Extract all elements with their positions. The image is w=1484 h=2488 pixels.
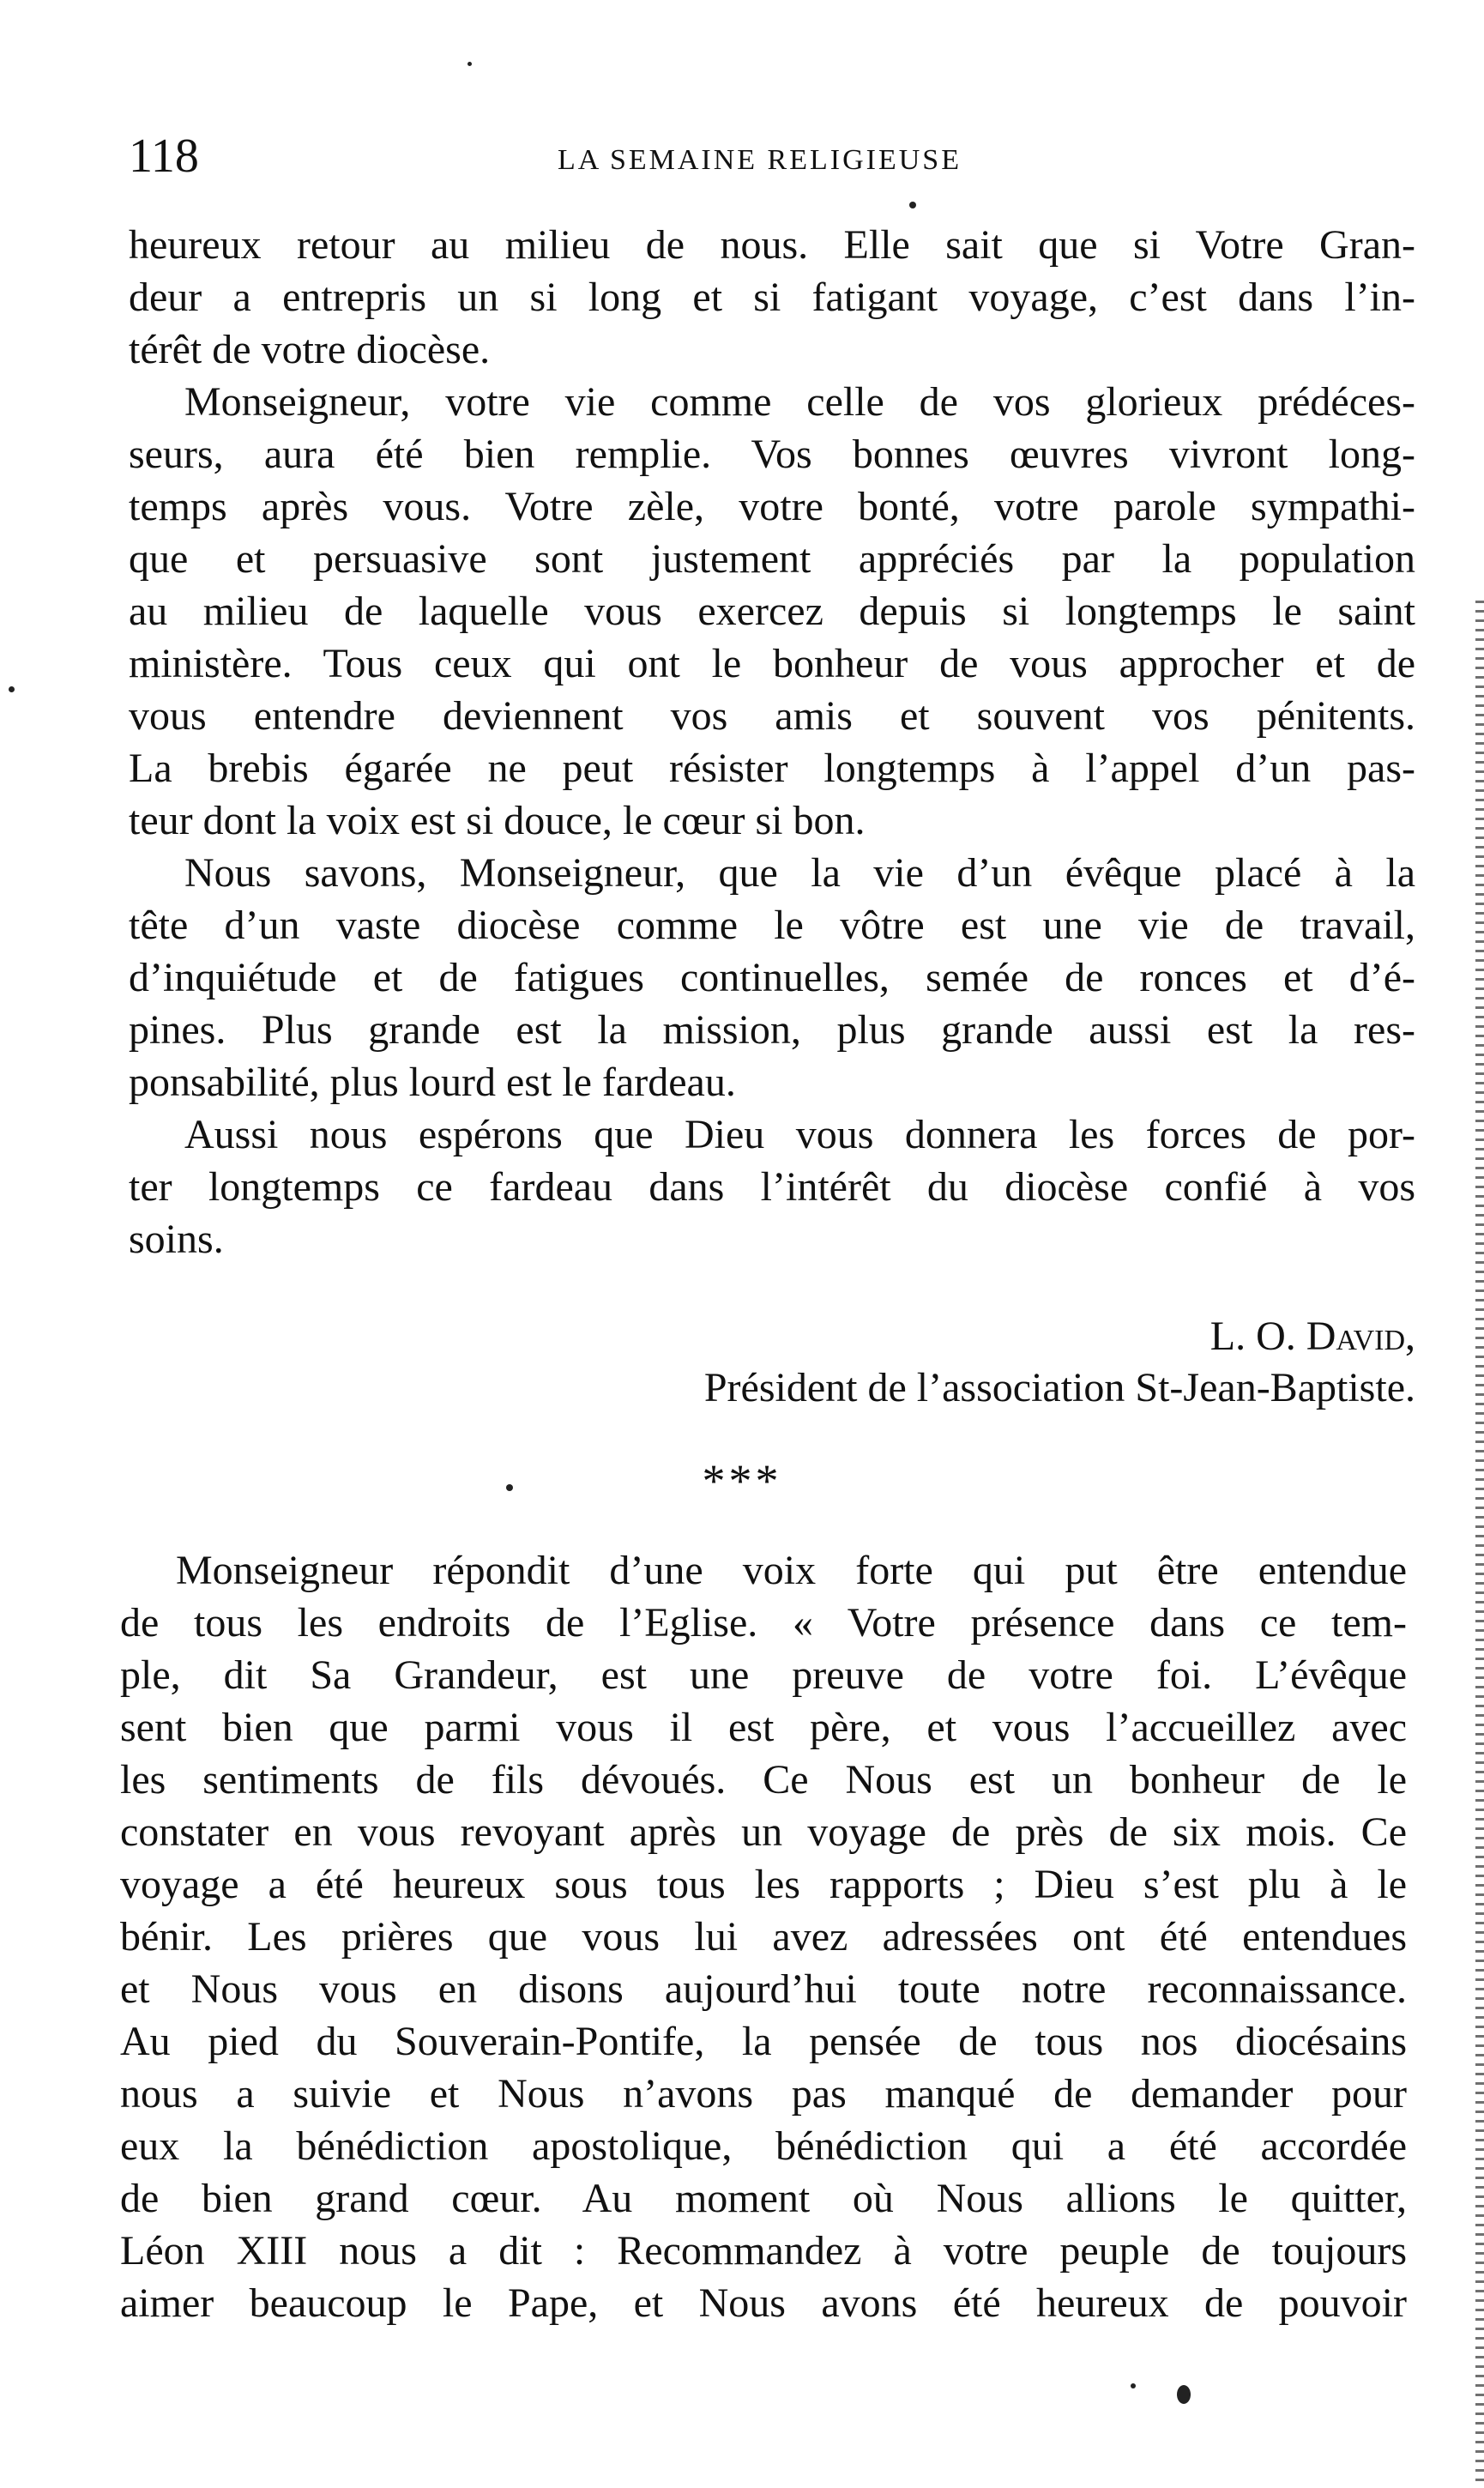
body-text-bottom [120,1544,1407,2329]
text-line: seurs, aura été bien remplie. Vos bonnes œuvres vivront long- [129,432,1415,477]
text-line: que et persuasive sont justement appréciés par la population [129,536,1415,582]
text-line: de bien grand cœur. Au moment où Nous allions le quitter, [120,2176,1407,2221]
text-line: au milieu de laquelle vous exercez depuis si longtemps le saint [129,589,1415,634]
scan-speck [909,202,916,208]
scan-speck [468,62,472,66]
scan-edge-artifact [1475,601,1484,2488]
text-line: d’inquiétude et de fatigues continuelles, semée de ronces et d’é- [129,955,1415,1000]
text-line: soins. [129,1217,224,1262]
text-line: les sentiments de fils dévoués. Ce Nous est un bonheur de le [120,1757,1407,1803]
signature-title: Président de l’association St-Jean-Baptiste. [703,1365,1415,1410]
signature-name: L. O. David, [1210,1313,1415,1359]
text-line: voyage a été heureux sous tous les rapports ; Dieu s’est plu à le [120,1862,1407,1907]
text-line: pines. Plus grande est la mission, plus grande aussi est la res- [129,1007,1415,1053]
text-line: teur dont la voix est si douce, le cœur si bon. [129,798,866,843]
text-line: nous a suivie et Nous n’avons pas manqué de demander pour [120,2071,1407,2117]
text-line: tête d’un vaste diocèse comme le vôtre est une vie de travail, [129,903,1415,948]
page-header [129,129,1415,189]
text-line: La brebis égarée ne peut résister longtemps à l’appel d’un pas- [129,746,1415,791]
scan-speck [1177,2385,1191,2404]
text-line: de tous les endroits de l’Eglise. « Votre présence dans ce tem- [120,1600,1407,1646]
text-line: ministère. Tous ceux qui ont le bonheur de vous approcher et de [129,641,1415,686]
text-line: temps après vous. Votre zèle, votre bonté, votre parole sympathi- [129,484,1415,529]
text-line: Monseigneur répondit d’une voix forte qui put être entendue [176,1548,1407,1593]
text-line: Nous savons, Monseigneur, que la vie d’un évêque placé à la [184,850,1415,896]
scan-speck [506,1484,513,1491]
body-text-top [129,219,1415,1265]
text-line: ple, dit Sa Grandeur, est une preuve de votre foi. L’évêque [120,1652,1407,1698]
text-line: eux la bénédiction apostolique, bénédiction qui a été accordée [120,2123,1407,2169]
text-line: Aussi nous espérons que Dieu vous donnera les forces de por- [184,1112,1415,1157]
running-title: LA SEMAINE RELIGIEUSE [558,144,962,176]
text-line: aimer beaucoup le Pape, et Nous avons été heureux de pouvoir [120,2280,1407,2326]
text-line: Au pied du Souverain-Pontife, la pensée de tous nos diocésains [120,2019,1407,2064]
section-asterism: *** [702,1455,782,1507]
text-line: Monseigneur, votre vie comme celle de vos glorieux prédéces- [184,379,1415,425]
text-line: ter longtemps ce fardeau dans l’intérêt du diocèse confié à vos [129,1164,1415,1210]
page-number: 118 [129,130,199,183]
text-line: Léon XIII nous a dit : Recommandez à votre peuple de toujours [120,2228,1407,2274]
text-line: constater en vous revoyant après un voyage de près de six mois. Ce [120,1809,1407,1855]
text-line: et Nous vous en disons aujourd’hui toute notre reconnaissance. [120,1966,1407,2012]
text-line: ponsabilité, plus lourd est le fardeau. [129,1060,736,1105]
text-line: bénir. Les prières que vous lui avez adressées ont été entendues [120,1914,1407,1960]
scan-speck [9,686,15,692]
text-line: térêt de votre diocèse. [129,327,491,372]
text-line: sent bien que parmi vous il est père, et vous l’accueillez avec [120,1705,1407,1750]
text-line: deur a entrepris un si long et si fatigant voyage, c’est dans l’in- [129,275,1415,320]
scan-speck [1131,2383,1136,2388]
text-line: vous entendre deviennent vos amis et souvent vos pénitents. [129,693,1415,739]
text-line: heureux retour au milieu de nous. Elle sait que si Votre Gran- [129,222,1415,268]
